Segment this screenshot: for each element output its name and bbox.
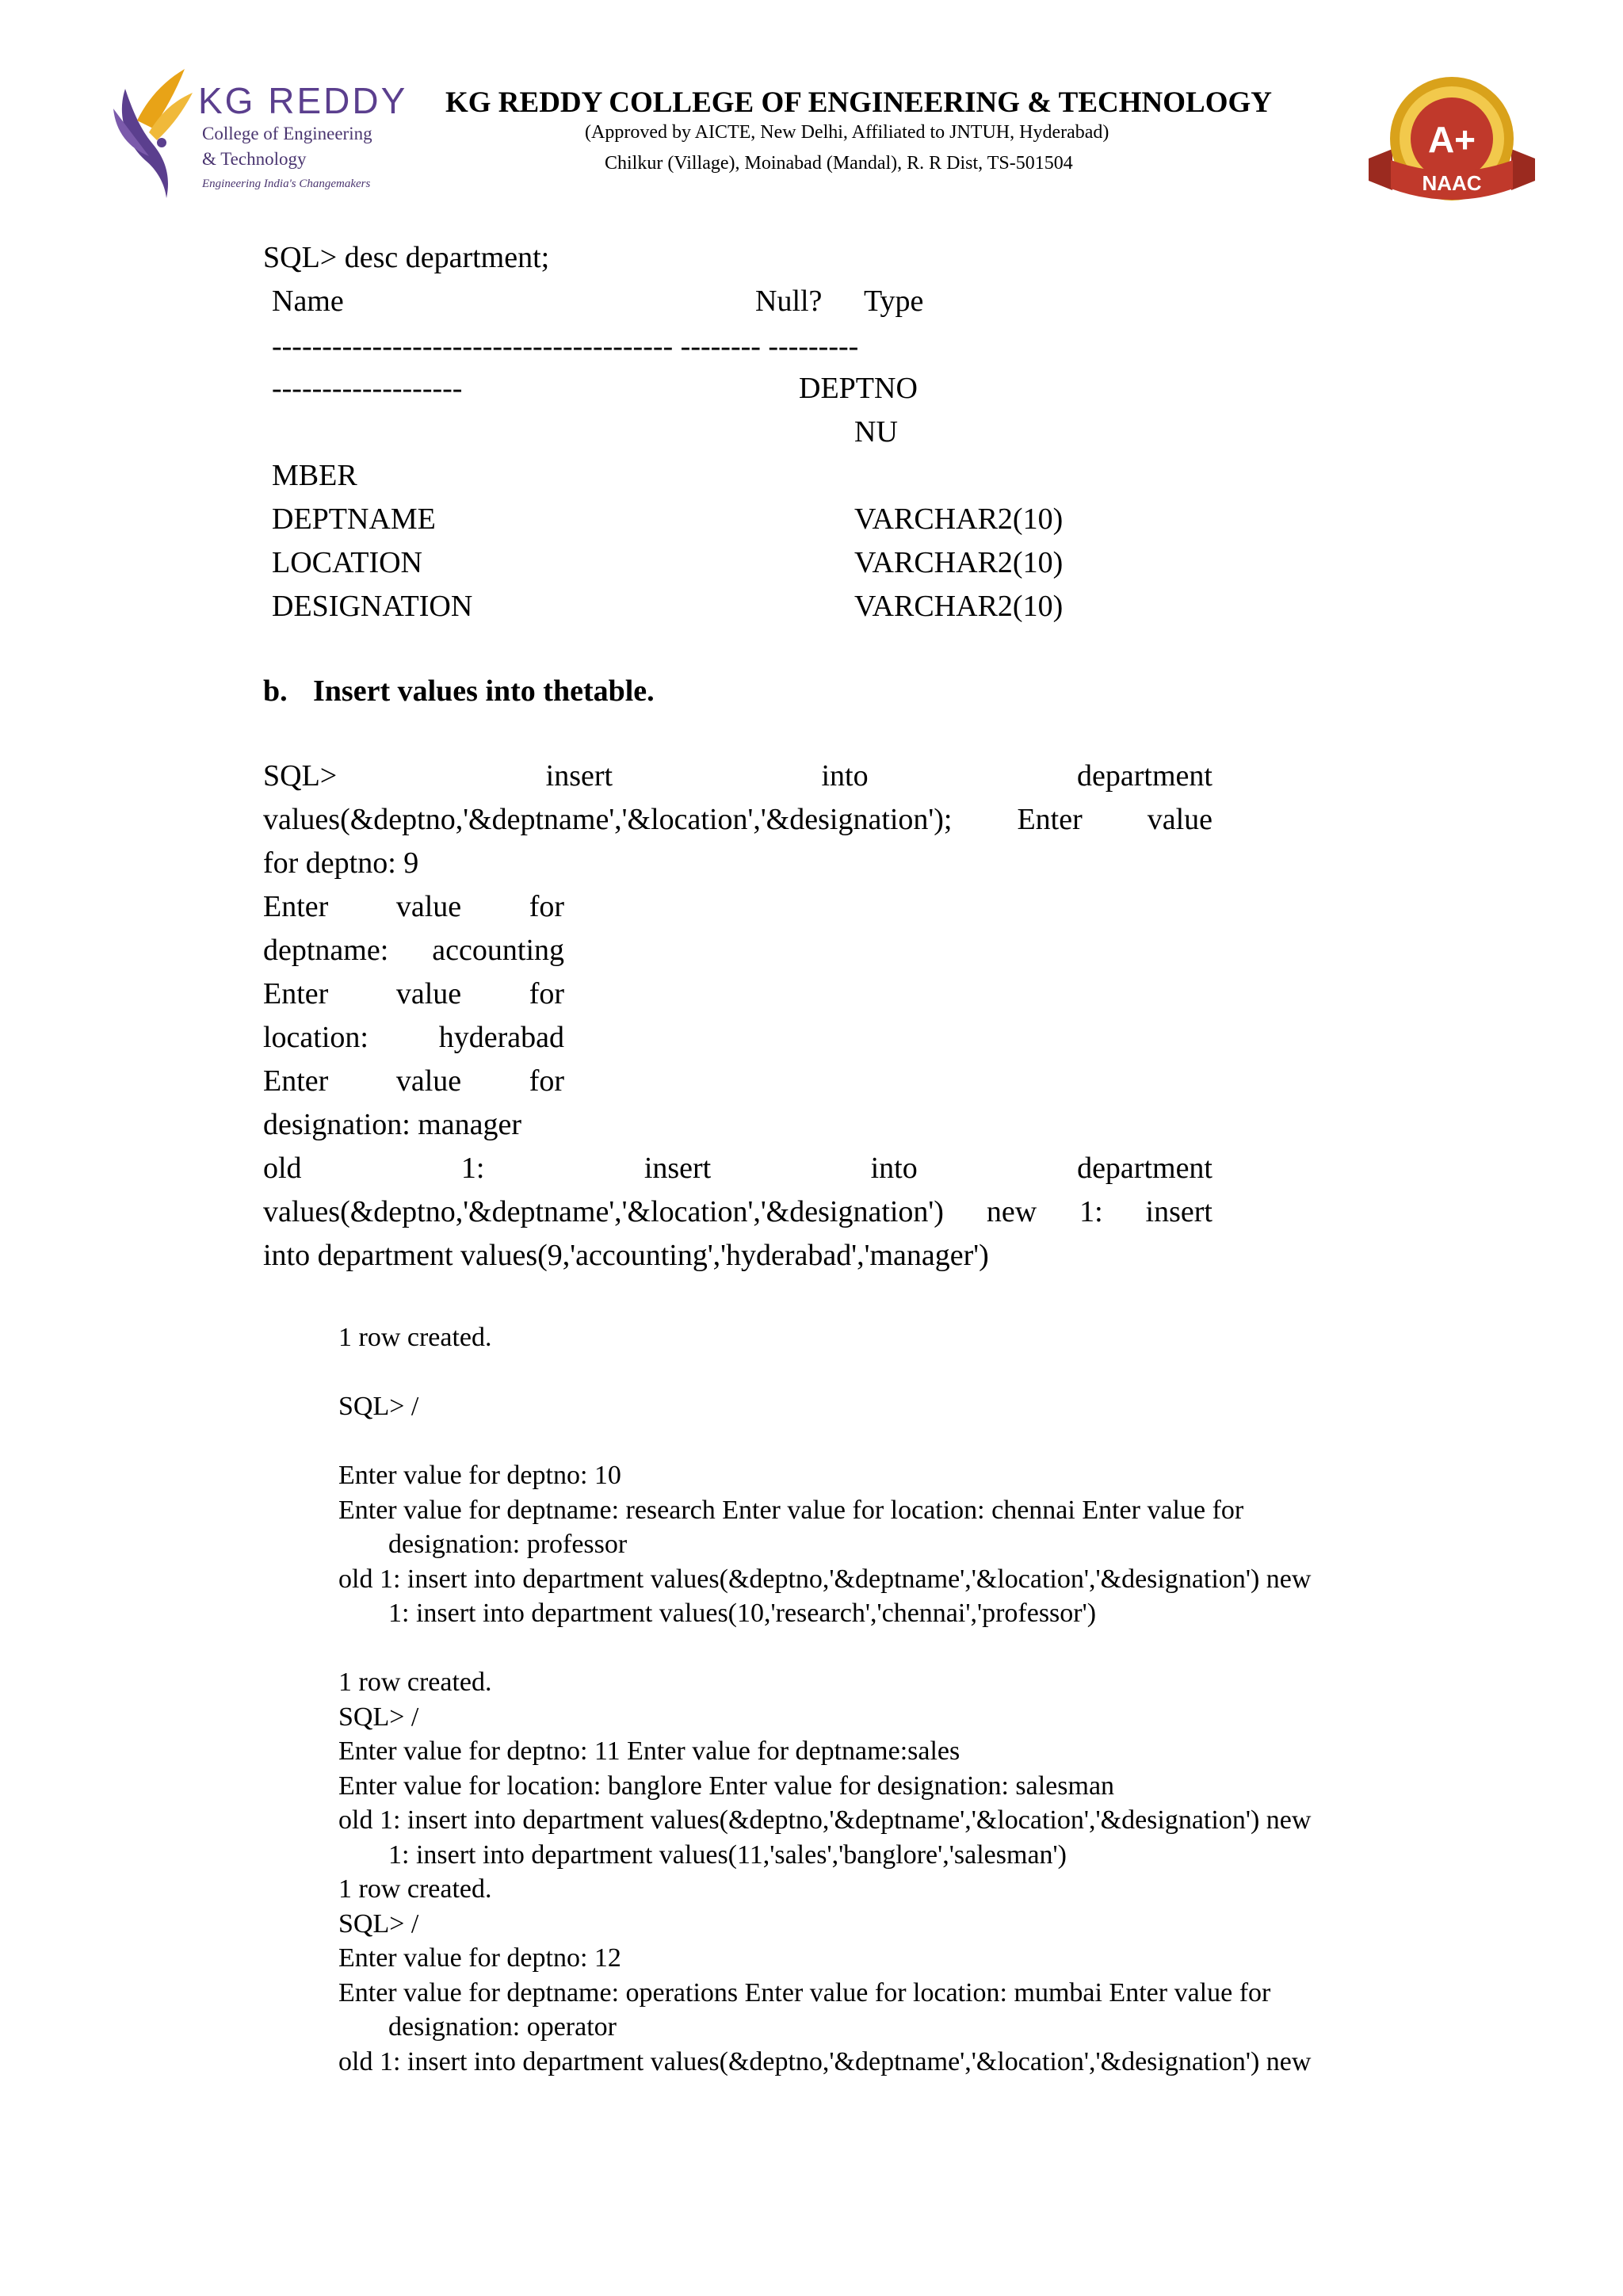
institution-approval: (Approved by AICTE, New Delhi, Affiliated to JNTUH, Hyderabad) bbox=[585, 122, 1109, 143]
word: deptname: bbox=[263, 934, 389, 967]
word: into bbox=[821, 759, 869, 793]
desc-row-type: VARCHAR2(10) bbox=[854, 502, 1064, 536]
word: department bbox=[1077, 1152, 1212, 1185]
row-created: 1 row created. bbox=[338, 1874, 492, 1904]
word: Enter bbox=[263, 1064, 329, 1098]
svg-text:NAAC: NAAC bbox=[1422, 171, 1482, 195]
word: value bbox=[395, 890, 462, 923]
desc-deptno-part2: NU bbox=[854, 415, 898, 449]
logo-name: KG REDDY bbox=[198, 80, 408, 121]
value-designation: designation: manager bbox=[263, 1108, 522, 1141]
desc-row-name: DESIGNATION bbox=[272, 590, 473, 623]
logo-tagline: Engineering India's Changemakers bbox=[202, 178, 371, 190]
desc-row-name: DEPTNAME bbox=[272, 502, 436, 536]
word: 1: bbox=[1079, 1195, 1103, 1228]
naac-badge bbox=[1369, 71, 1535, 222]
sql-slash: SQL> / bbox=[338, 1909, 419, 1939]
desc-row-name: LOCATION bbox=[272, 546, 422, 579]
log-line: Enter value for deptno: 12 bbox=[338, 1943, 621, 1973]
word: Enter bbox=[263, 977, 329, 1010]
svg-text:A+: A+ bbox=[1427, 119, 1476, 160]
value-location bbox=[263, 1022, 564, 1052]
word: old bbox=[263, 1152, 302, 1185]
desc-rule-continued: ------------------- bbox=[272, 372, 463, 405]
section-b-title: Insert values into thetable. bbox=[313, 674, 655, 708]
values-new-line bbox=[263, 1197, 1212, 1227]
insert-line-2 bbox=[263, 804, 1212, 835]
word: for bbox=[529, 1064, 564, 1098]
prompt-designation bbox=[263, 1066, 564, 1096]
insert-line-3: for deptno: 9 bbox=[263, 846, 419, 880]
word: value bbox=[395, 977, 462, 1010]
desc-row-type: VARCHAR2(10) bbox=[854, 590, 1064, 623]
log-line: old 1: insert into department values(&deptno,'&deptname','&location','&designation') new bbox=[338, 2047, 1312, 2076]
desc-command: SQL> desc department; bbox=[263, 241, 550, 274]
word: location: bbox=[263, 1021, 369, 1054]
word: for bbox=[529, 977, 564, 1010]
value-deptname bbox=[263, 935, 564, 965]
log-line: Enter value for deptname: operations Enter value for location: mumbai Enter value for bbox=[338, 1978, 1271, 2008]
word: new bbox=[986, 1195, 1037, 1228]
word: into bbox=[870, 1152, 918, 1185]
logo-line-college: College of Engineering bbox=[202, 124, 372, 143]
word: insert bbox=[643, 1152, 712, 1185]
word: values(&deptno,'&deptname','&location','&designation'); bbox=[263, 803, 953, 836]
word: values(&deptno,'&deptname','&location','&designation') bbox=[263, 1195, 944, 1228]
word: Enter bbox=[263, 890, 329, 923]
naac-seal-icon bbox=[1369, 71, 1535, 222]
word: department bbox=[1077, 759, 1212, 793]
old-line bbox=[263, 1153, 1212, 1183]
eagle-emblem-icon bbox=[109, 65, 197, 200]
prompt-deptname bbox=[263, 892, 564, 922]
word: for bbox=[529, 890, 564, 923]
sql-slash: SQL> / bbox=[338, 1702, 419, 1732]
log-line: old 1: insert into department values(&deptno,'&deptname','&location','&designation') new bbox=[338, 1564, 1312, 1594]
desc-header-null: Null? bbox=[755, 285, 823, 318]
desc-header-name: Name bbox=[272, 285, 344, 318]
log-line: 1: insert into department values(10,'research','chennai','professor') bbox=[388, 1599, 1097, 1628]
new-insert-line: into department values(9,'accounting','hyderabad','manager') bbox=[263, 1239, 989, 1272]
log-line: designation: operator bbox=[388, 2012, 617, 2042]
desc-rule-main: ---------------------------------------- -------- --------- bbox=[272, 330, 859, 363]
word: accounting bbox=[432, 934, 564, 967]
word: value bbox=[395, 1064, 462, 1098]
logo-line-technology: & Technology bbox=[202, 149, 307, 169]
word: 1: bbox=[460, 1152, 485, 1185]
row-created: 1 row created. bbox=[338, 1323, 492, 1352]
word: SQL> bbox=[263, 759, 338, 793]
institution-address: Chilkur (Village), Moinabad (Mandal), R. R Dist, TS-501504 bbox=[605, 153, 1073, 174]
desc-deptno-part3: MBER bbox=[272, 459, 357, 492]
word: hyderabad bbox=[438, 1021, 564, 1054]
sql-slash: SQL> / bbox=[338, 1392, 419, 1421]
log-line: Enter value for location: banglore Enter value for designation: salesman bbox=[338, 1771, 1115, 1801]
word: insert bbox=[1145, 1195, 1212, 1228]
desc-header-type: Type bbox=[864, 285, 924, 318]
section-b-label: b. bbox=[263, 674, 288, 708]
log-line: 1: insert into department values(11,'sales','banglore','salesman') bbox=[388, 1840, 1067, 1870]
log-line: Enter value for deptno: 10 bbox=[338, 1461, 621, 1490]
desc-deptno-part1: DEPTNO bbox=[799, 372, 918, 405]
word: Enter bbox=[1017, 803, 1083, 836]
log-line: old 1: insert into department values(&deptno,'&deptname','&location','&designation') new bbox=[338, 1805, 1312, 1835]
college-logo bbox=[109, 65, 411, 200]
prompt-location bbox=[263, 979, 564, 1009]
log-line: designation: professor bbox=[388, 1530, 628, 1559]
insert-line-1 bbox=[263, 761, 1212, 791]
word: insert bbox=[545, 759, 613, 793]
log-line: Enter value for deptno: 11 Enter value for deptname:sales bbox=[338, 1736, 960, 1766]
word: value bbox=[1147, 803, 1212, 836]
log-line: Enter value for deptname: research Enter value for location: chennai Enter value for bbox=[338, 1496, 1244, 1525]
institution-name: KG REDDY COLLEGE OF ENGINEERING & TECHNOLOGY bbox=[445, 86, 1272, 119]
desc-row-type: VARCHAR2(10) bbox=[854, 546, 1064, 579]
row-created: 1 row created. bbox=[338, 1668, 492, 1697]
